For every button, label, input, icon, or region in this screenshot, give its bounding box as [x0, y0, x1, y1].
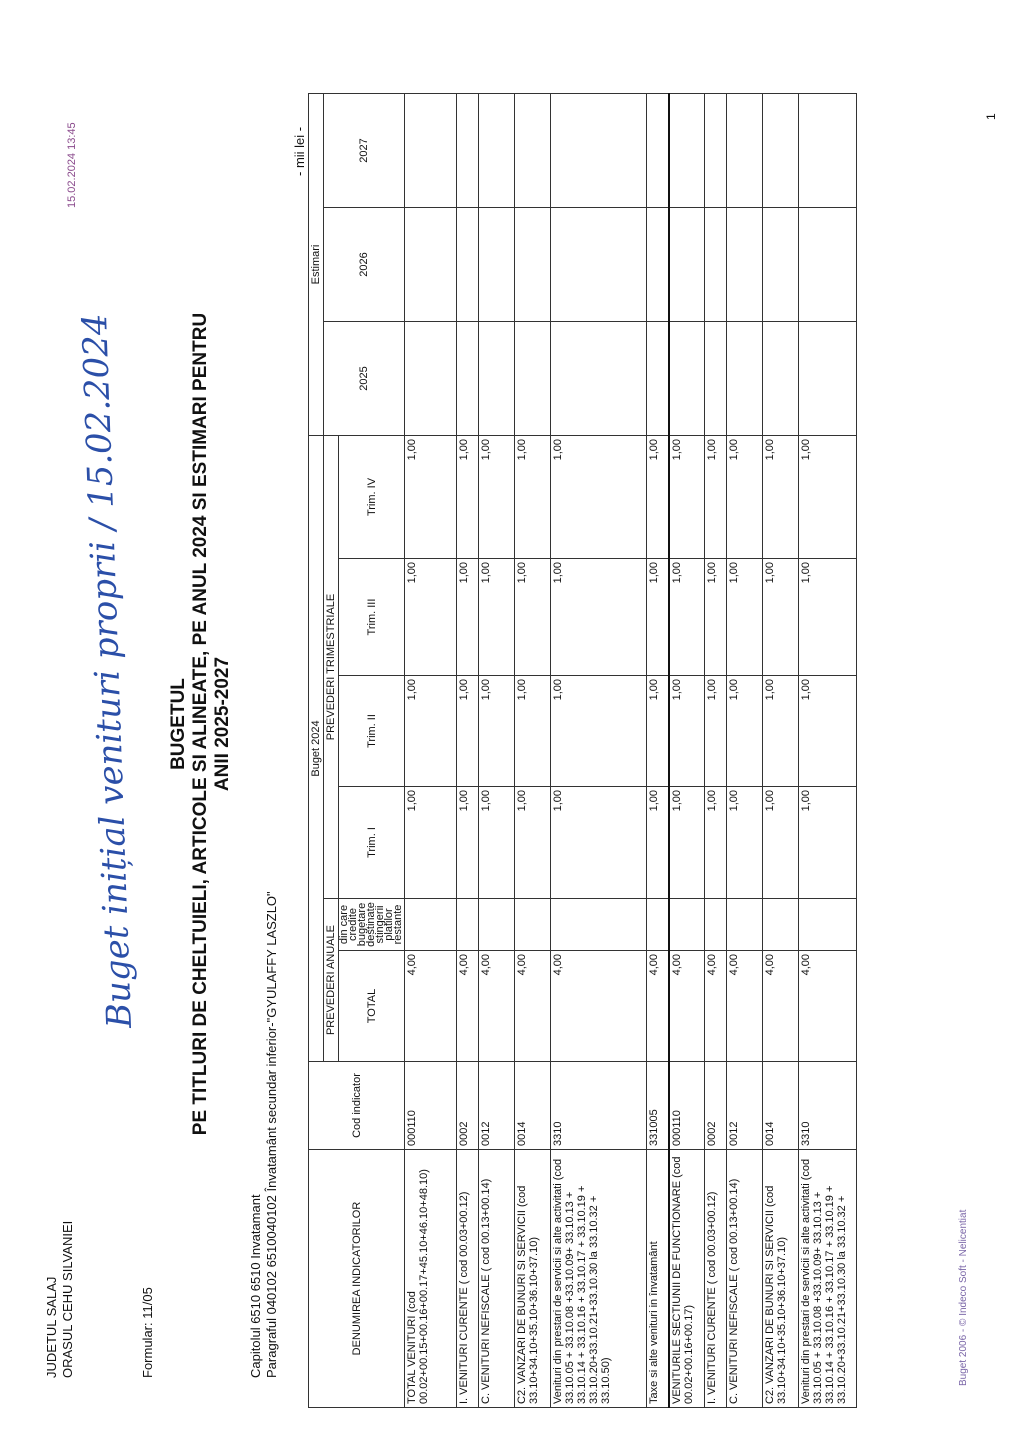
row-2026 [799, 208, 857, 322]
row-q1: 1,00 [705, 787, 727, 899]
row-code: 0012 [727, 1062, 763, 1150]
row-name: C2. VANZARI DE BUNURI SI SERVICII (cod 33.10+34.10+35.10+36.10+37.10) [515, 1150, 551, 1408]
town-label: ORASUL CEHU SILVANIEI [60, 1220, 75, 1378]
row-of-which [799, 899, 857, 951]
table-row [457, 94, 479, 1408]
row-2025 [799, 322, 857, 436]
row-2025 [705, 322, 727, 436]
row-q3: 1,00 [763, 559, 799, 676]
table-row [763, 94, 799, 1408]
row-q1: 1,00 [647, 787, 669, 899]
row-q4: 1,00 [763, 436, 799, 559]
row-code: 331005 [647, 1062, 669, 1150]
table-row [727, 94, 763, 1408]
chapter-label: Capitolul 6510 6510 Invatamant [248, 1194, 263, 1378]
row-2027 [705, 94, 727, 208]
row-q2: 1,00 [763, 676, 799, 787]
row-2026 [647, 208, 669, 322]
row-q3: 1,00 [705, 559, 727, 676]
row-q4: 1,00 [727, 436, 763, 559]
row-q2: 1,00 [669, 676, 705, 787]
row-q1: 1,00 [405, 787, 457, 899]
row-q2: 1,00 [515, 676, 551, 787]
unit-label: - mii lei - [292, 126, 307, 176]
title-line-1: BUGETUL [168, 678, 189, 770]
row-code: 000110 [669, 1062, 705, 1150]
header-q2: Trim. II [339, 676, 405, 787]
row-q1: 1,00 [515, 787, 551, 899]
row-name: Venituri din prestari de servicii si alte activitati (cod 33.10.05 + 33.10.08 +33.10.09+ 33.10.13 + 33.10.14 + 33.10.16 + 33.10.17 + 33.10.19 + 33.10.20+33.10.21+33.10.30 la 33.10.32 + [799, 1150, 857, 1408]
row-q4: 1,00 [457, 436, 479, 559]
row-code: 0014 [515, 1062, 551, 1150]
header-code: Cod indicator [309, 1062, 405, 1150]
form-label: Formular: 11/05 [140, 1287, 155, 1378]
row-q1: 1,00 [763, 787, 799, 899]
row-q3: 1,00 [479, 559, 515, 676]
row-q4: 1,00 [799, 436, 857, 559]
row-2025 [647, 322, 669, 436]
row-name: Venituri din prestari de servicii si alte activitati (cod 33.10.05 + 33.10.08 +33.10.09+ 33.10.13 + 33.10.14 + 33.10.16 + 33.10.17 + 33.10.19 + 33.10.20+33.10.21+33.10.30 la 33.10.32 + 33.10.50) [551, 1150, 647, 1408]
header-of-which: din care credite bugetare destinate stingerii platilor restante [339, 899, 405, 951]
row-q4: 1,00 [515, 436, 551, 559]
row-q3: 1,00 [727, 559, 763, 676]
row-2026 [515, 208, 551, 322]
row-name: TOTAL VENITURI (cod 00.02+00.15+00.16+00.17+45.10+46.10+48.10) [405, 1150, 457, 1408]
row-of-which [647, 899, 669, 951]
row-total: 4,00 [669, 951, 705, 1062]
row-2025 [551, 322, 647, 436]
title-line-2: PE TITLURI DE CHELTUIELI, ARTICOLE SI ALINEATE, PE ANUL 2024 SI ESTIMARI PENTRU [190, 312, 211, 1136]
row-q4: 1,00 [647, 436, 669, 559]
row-of-which [457, 899, 479, 951]
row-2025 [479, 322, 515, 436]
row-q3: 1,00 [457, 559, 479, 676]
row-code: 0012 [479, 1062, 515, 1150]
row-q1: 1,00 [457, 787, 479, 899]
row-2026 [727, 208, 763, 322]
county-label: JUDETUL SALAJ [44, 1276, 59, 1378]
row-2025 [405, 322, 457, 436]
header-q4: Trim. IV [339, 436, 405, 559]
row-code: 3310 [551, 1062, 647, 1150]
print-timestamp: 15.02.2024 13:45 [66, 122, 78, 208]
row-2027 [405, 94, 457, 208]
row-name: C. VENITURI NEFISCALE ( cod 00.13+00.14) [727, 1150, 763, 1408]
table-row [669, 94, 705, 1408]
row-total: 4,00 [799, 951, 857, 1062]
header-q3: Trim. III [339, 559, 405, 676]
row-name: I. VENITURI CURENTE ( cod 00.03+00.12) [457, 1150, 479, 1408]
row-q1: 1,00 [551, 787, 647, 899]
header-name: DENUMIREA INDICATORILOR [309, 1150, 405, 1408]
row-2025 [763, 322, 799, 436]
row-q2: 1,00 [799, 676, 857, 787]
row-2027 [515, 94, 551, 208]
row-of-which [727, 899, 763, 951]
row-of-which [669, 899, 705, 951]
row-2026 [763, 208, 799, 322]
row-q2: 1,00 [705, 676, 727, 787]
row-2025 [515, 322, 551, 436]
row-code: 0002 [457, 1062, 479, 1150]
header-2027: 2027 [324, 94, 405, 208]
row-of-which [551, 899, 647, 951]
row-2027 [669, 94, 705, 208]
row-of-which [515, 899, 551, 951]
table-row [515, 94, 551, 1408]
row-name: VENITURILE SECTIUNII DE FUNCTIONARE (cod 00.02+00.16+00.17) [669, 1150, 705, 1408]
row-q1: 1,00 [669, 787, 705, 899]
row-q4: 1,00 [479, 436, 515, 559]
row-code: 3310 [799, 1062, 857, 1150]
row-2025 [669, 322, 705, 436]
row-total: 4,00 [551, 951, 647, 1062]
row-q3: 1,00 [551, 559, 647, 676]
software-footer: Buget 2006 - © Indeco Soft - Nelicentiat [958, 1209, 969, 1386]
row-q3: 1,00 [647, 559, 669, 676]
row-q2: 1,00 [479, 676, 515, 787]
row-q3: 1,00 [515, 559, 551, 676]
row-2027 [727, 94, 763, 208]
row-total: 4,00 [763, 951, 799, 1062]
row-name: C. VENITURI NEFISCALE ( cod 00.13+00.14) [479, 1150, 515, 1408]
row-total: 4,00 [515, 951, 551, 1062]
row-q4: 1,00 [705, 436, 727, 559]
row-q1: 1,00 [727, 787, 763, 899]
row-q2: 1,00 [551, 676, 647, 787]
row-2027 [479, 94, 515, 208]
row-total: 4,00 [479, 951, 515, 1062]
row-q3: 1,00 [799, 559, 857, 676]
row-2026 [669, 208, 705, 322]
title-line-3: ANII 2025-2027 [212, 656, 233, 792]
row-code: 0002 [705, 1062, 727, 1150]
row-code: 0014 [763, 1062, 799, 1150]
row-q4: 1,00 [551, 436, 647, 559]
row-2027 [799, 94, 857, 208]
table-row [551, 94, 647, 1408]
page-number: 1 [984, 113, 998, 120]
row-2025 [457, 322, 479, 436]
row-2027 [551, 94, 647, 208]
row-code: 000110 [405, 1062, 457, 1150]
row-name: Taxe si alte venituri in învatamânt [647, 1150, 669, 1408]
table-row [799, 94, 857, 1408]
row-of-which [479, 899, 515, 951]
table-row [479, 94, 515, 1408]
row-total: 4,00 [727, 951, 763, 1062]
row-q4: 1,00 [405, 436, 457, 559]
row-total: 4,00 [405, 951, 457, 1062]
row-q4: 1,00 [669, 436, 705, 559]
header-q1: Trim. I [339, 787, 405, 899]
row-2025 [727, 322, 763, 436]
budget-table [308, 93, 857, 1408]
row-q2: 1,00 [457, 676, 479, 787]
header-2026: 2026 [324, 208, 405, 322]
row-2027 [457, 94, 479, 208]
row-2026 [405, 208, 457, 322]
row-2026 [479, 208, 515, 322]
row-2026 [457, 208, 479, 322]
row-total: 4,00 [647, 951, 669, 1062]
table-row [705, 94, 727, 1408]
row-q1: 1,00 [799, 787, 857, 899]
row-q2: 1,00 [647, 676, 669, 787]
header-total: TOTAL [339, 951, 405, 1062]
row-q2: 1,00 [727, 676, 763, 787]
row-2026 [551, 208, 647, 322]
row-q1: 1,00 [479, 787, 515, 899]
header-estimates: Estimari [309, 94, 324, 436]
row-name: C2. VANZARI DE BUNURI SI SERVICII (cod 33.10+34.10+35.10+36.10+37.10) [763, 1150, 799, 1408]
row-2027 [763, 94, 799, 208]
row-total: 4,00 [705, 951, 727, 1062]
handwritten-note: Buget inițial venituri proprii / 15.02.2024 [75, 312, 140, 1029]
row-q3: 1,00 [669, 559, 705, 676]
row-of-which [763, 899, 799, 951]
row-of-which [405, 899, 457, 951]
row-of-which [705, 899, 727, 951]
header-2025: 2025 [324, 322, 405, 436]
paragraph-label: Paragraful 040102 6510040102 Învatamânt secundar inferior-"GYULAFFY LASZLO" [264, 891, 279, 1378]
row-q2: 1,00 [405, 676, 457, 787]
table-row [405, 94, 457, 1408]
row-2026 [705, 208, 727, 322]
row-2027 [647, 94, 669, 208]
row-total: 4,00 [457, 951, 479, 1062]
header-quarterly: PREVEDERI TRIMESTRIALE [324, 436, 339, 899]
row-q3: 1,00 [405, 559, 457, 676]
header-budget-year: Buget 2024 [309, 436, 324, 1062]
header-annual: PREVEDERI ANUALE [324, 899, 339, 1062]
row-name: I. VENITURI CURENTE ( cod 00.03+00.12) [705, 1150, 727, 1408]
table-row [647, 94, 669, 1408]
